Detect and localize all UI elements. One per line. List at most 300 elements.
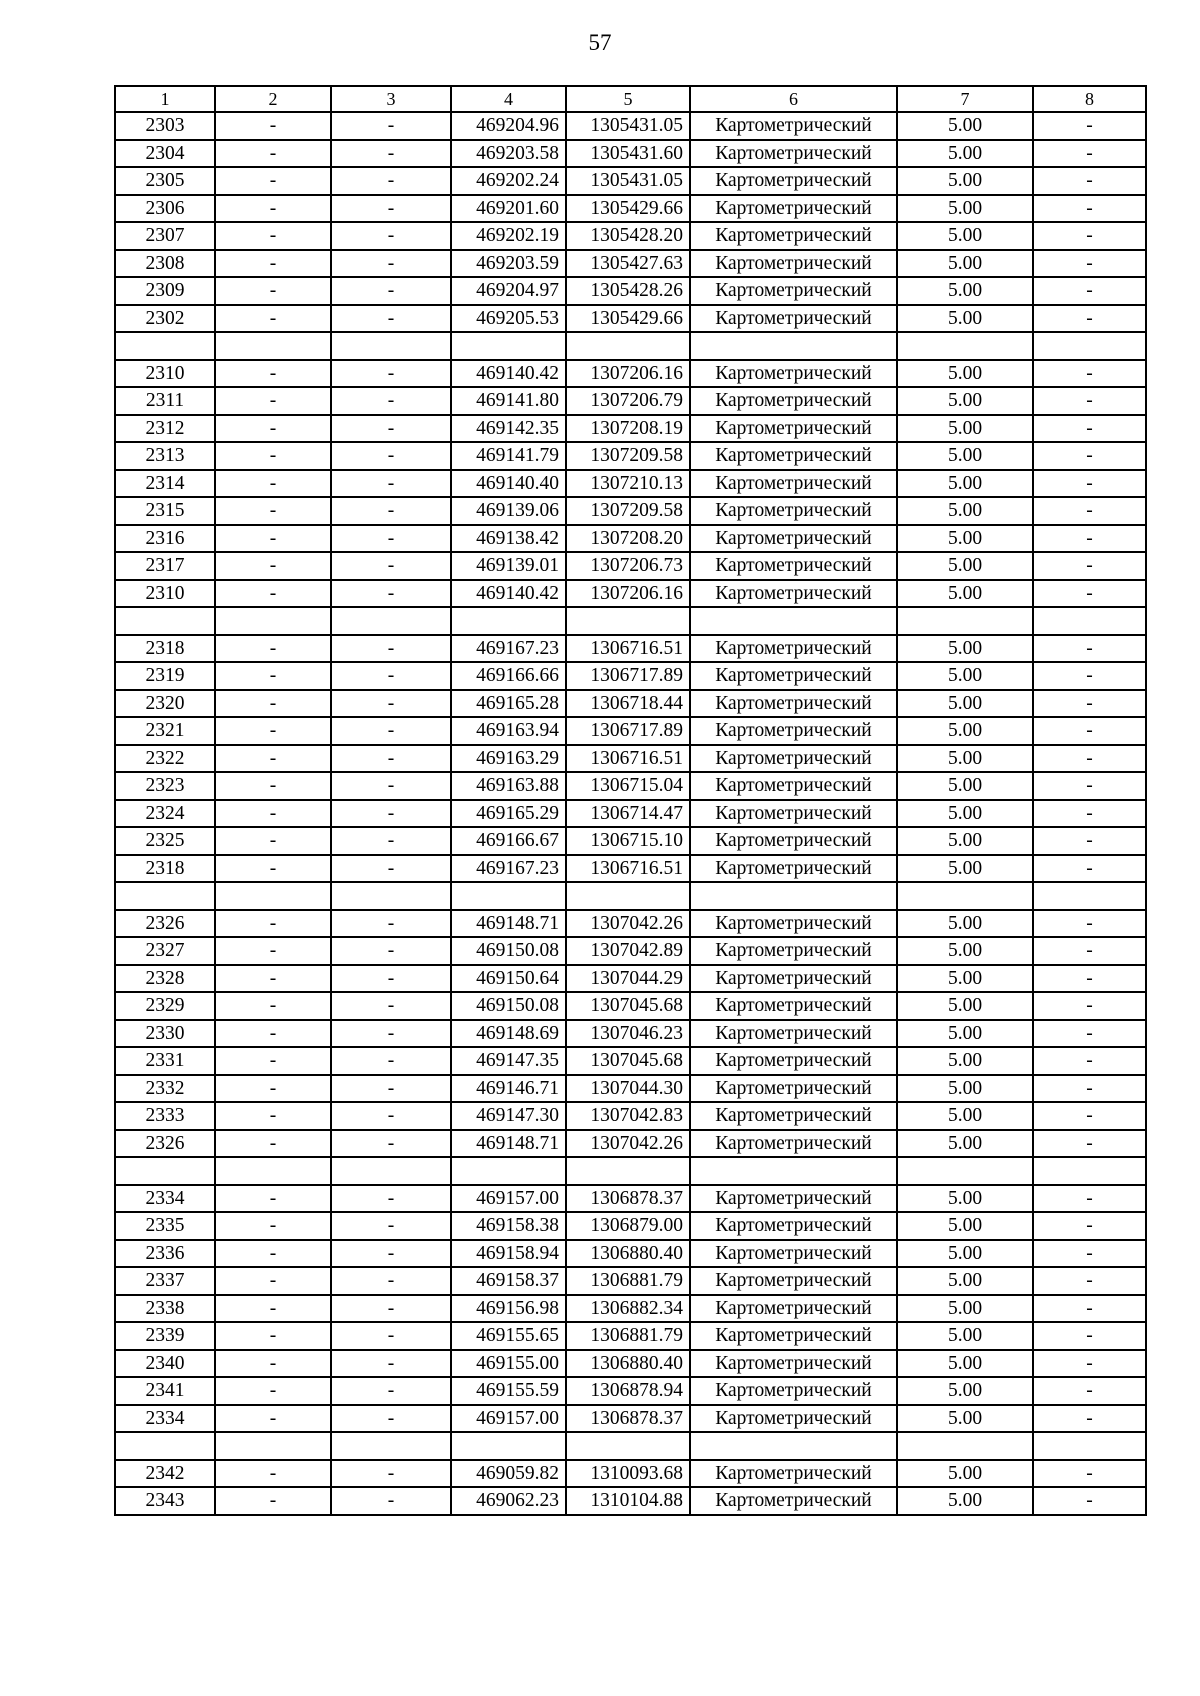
table-cell: - [331,662,451,690]
table-cell: - [1033,1377,1146,1405]
table-cell: 5.00 [897,552,1033,580]
table-cell: - [331,745,451,773]
table-cell: - [331,772,451,800]
table-cell: - [215,1377,331,1405]
table-cell: - [331,717,451,745]
table-cell: 1306881.79 [566,1322,690,1350]
table-row [115,1240,1146,1268]
table-cell: - [215,442,331,470]
table-cell: - [331,827,451,855]
table-cell: 1305428.20 [566,222,690,250]
table-cell: 1306880.40 [566,1240,690,1268]
table-row [115,937,1146,965]
table-cell: 1306881.79 [566,1267,690,1295]
table-cell: 469147.35 [451,1047,566,1075]
table-cell: Картометрический [690,1295,897,1323]
table-cell: - [215,580,331,608]
table-cell: Картометрический [690,167,897,195]
table-cell: - [215,937,331,965]
table-cell: 1306718.44 [566,690,690,718]
table-cell: 469148.71 [451,910,566,938]
table-cell: 5.00 [897,1377,1033,1405]
table-cell: Картометрический [690,360,897,388]
table-cell: - [331,1405,451,1433]
table-cell: - [331,277,451,305]
table-cell: 2308 [115,250,215,278]
table-cell: 5.00 [897,855,1033,883]
table-cell: - [215,167,331,195]
table-cell: - [331,1487,451,1515]
table-cell: 1305431.05 [566,167,690,195]
empty-cell [215,332,331,360]
table-cell: - [215,140,331,168]
table-cell: 469062.23 [451,1487,566,1515]
table-cell: 1307044.30 [566,1075,690,1103]
table-cell: Картометрический [690,1075,897,1103]
empty-cell [566,882,690,910]
table-cell: Картометрический [690,222,897,250]
table-cell: 2325 [115,827,215,855]
table-cell: Картометрический [690,552,897,580]
table-cell: 5.00 [897,580,1033,608]
table-cell: 1305431.05 [566,112,690,140]
table-cell: 5.00 [897,772,1033,800]
table-row [115,250,1146,278]
table-cell: 469148.71 [451,1130,566,1158]
table-cell: 1306716.51 [566,745,690,773]
table-cell: 2304 [115,140,215,168]
empty-cell [690,1157,897,1185]
table-cell: 2329 [115,992,215,1020]
table-cell: - [215,635,331,663]
table-cell: 5.00 [897,305,1033,333]
empty-cell [690,882,897,910]
table-cell: Картометрический [690,1130,897,1158]
table-cell: 1306880.40 [566,1350,690,1378]
table-cell: - [1033,1350,1146,1378]
table-cell: - [215,1047,331,1075]
empty-cell [1033,882,1146,910]
table-cell: 1310104.88 [566,1487,690,1515]
table-cell: 2310 [115,360,215,388]
table-cell: 1305429.66 [566,195,690,223]
table-cell: 2326 [115,1130,215,1158]
column-header: 4 [451,86,566,112]
table-cell: - [331,1212,451,1240]
table-row [115,360,1146,388]
table-cell: 5.00 [897,1460,1033,1488]
table-cell: - [1033,910,1146,938]
table-cell: - [1033,415,1146,443]
table-cell: Картометрический [690,1212,897,1240]
empty-cell [115,1157,215,1185]
table-cell: - [1033,827,1146,855]
table-cell: 2303 [115,112,215,140]
table-cell: - [331,910,451,938]
table-cell: 2327 [115,937,215,965]
table-cell: - [1033,195,1146,223]
table-cell: 2318 [115,635,215,663]
table-cell: 1307042.89 [566,937,690,965]
empty-cell [331,1157,451,1185]
empty-cell [566,1157,690,1185]
empty-cell [215,607,331,635]
table-cell: - [331,167,451,195]
table-cell: - [331,1240,451,1268]
table-cell: 2334 [115,1405,215,1433]
table-cell: - [331,360,451,388]
table-cell: 2313 [115,442,215,470]
table-cell: 469163.88 [451,772,566,800]
table-cell: 5.00 [897,1130,1033,1158]
table-cell: - [1033,305,1146,333]
table-row [115,167,1146,195]
empty-cell [215,1157,331,1185]
table-cell: 2341 [115,1377,215,1405]
table-cell: Картометрический [690,415,897,443]
table-cell: 5.00 [897,415,1033,443]
table-cell: - [215,772,331,800]
table-cell: 469166.66 [451,662,566,690]
table-cell: 469163.29 [451,745,566,773]
table-cell: 5.00 [897,745,1033,773]
table-row [115,690,1146,718]
table-cell: - [1033,1460,1146,1488]
table-cell: - [1033,1267,1146,1295]
table-cell: Картометрический [690,827,897,855]
table-cell: - [331,1295,451,1323]
empty-cell [331,1432,451,1460]
table-cell: - [1033,442,1146,470]
table-cell: - [215,1185,331,1213]
table-cell: 1306882.34 [566,1295,690,1323]
table-cell: Картометрический [690,772,897,800]
empty-cell [115,882,215,910]
table-cell: 1307046.23 [566,1020,690,1048]
table-cell: 469150.08 [451,937,566,965]
table-cell: 469150.08 [451,992,566,1020]
table-cell: 469204.96 [451,112,566,140]
table-cell: - [331,1020,451,1048]
table-row [115,800,1146,828]
table-cell: 5.00 [897,360,1033,388]
empty-cell [566,1432,690,1460]
table-cell: 1307206.73 [566,552,690,580]
table-row [115,745,1146,773]
table-row [115,1267,1146,1295]
table-cell: Картометрический [690,525,897,553]
empty-cell [1033,1432,1146,1460]
table-cell: 1307042.26 [566,1130,690,1158]
table-cell: 5.00 [897,690,1033,718]
table-cell: - [215,387,331,415]
table-row [115,635,1146,663]
table-cell: - [215,1102,331,1130]
table-cell: 469138.42 [451,525,566,553]
table-cell: - [331,580,451,608]
table-cell: Картометрический [690,1102,897,1130]
empty-cell [331,882,451,910]
table-cell: Картометрический [690,717,897,745]
table-cell: - [215,800,331,828]
table-cell: 1306878.94 [566,1377,690,1405]
table-cell: Картометрический [690,497,897,525]
table-cell: 2317 [115,552,215,580]
table-cell: 5.00 [897,910,1033,938]
table-cell: 1307209.58 [566,442,690,470]
table-row [115,855,1146,883]
table-cell: 2324 [115,800,215,828]
table-row [115,1075,1146,1103]
empty-cell [897,1432,1033,1460]
table-cell: 5.00 [897,1240,1033,1268]
table-cell: 2315 [115,497,215,525]
table-cell: 469155.65 [451,1322,566,1350]
table-cell: 469163.94 [451,717,566,745]
table-cell: 2332 [115,1075,215,1103]
table-cell: 2336 [115,1240,215,1268]
table-cell: - [215,1267,331,1295]
empty-cell [566,332,690,360]
table-cell: Картометрический [690,1240,897,1268]
table-cell: Картометрический [690,250,897,278]
table-cell: - [331,1322,451,1350]
table-cell: 2307 [115,222,215,250]
table-cell: - [331,525,451,553]
empty-cell [451,1157,566,1185]
table-cell: - [331,855,451,883]
table-cell: 2328 [115,965,215,993]
empty-cell [115,332,215,360]
table-cell: 5.00 [897,1185,1033,1213]
table-cell: 2331 [115,1047,215,1075]
table-cell: - [1033,1240,1146,1268]
table-cell: 469166.67 [451,827,566,855]
table-cell: 1306879.00 [566,1212,690,1240]
table-cell: Картометрический [690,800,897,828]
table-body [115,112,1146,1515]
empty-cell [1033,332,1146,360]
table-cell: 2309 [115,277,215,305]
table-cell: 469140.42 [451,580,566,608]
table-cell: - [215,1240,331,1268]
table-cell: - [1033,635,1146,663]
table-cell: 469155.00 [451,1350,566,1378]
table-row [115,1405,1146,1433]
table-cell: 5.00 [897,497,1033,525]
table-cell: 5.00 [897,195,1033,223]
table-cell: - [1033,525,1146,553]
table-row [115,827,1146,855]
table-row [115,442,1146,470]
table-cell: - [1033,580,1146,608]
table-cell: - [215,910,331,938]
table-separator-row [115,882,1146,910]
table-cell: - [1033,222,1146,250]
table-cell: 469203.59 [451,250,566,278]
table-cell: - [331,222,451,250]
table-cell: - [331,690,451,718]
table-header-row [115,86,1146,112]
table-cell: - [1033,277,1146,305]
table-cell: Картометрический [690,1322,897,1350]
table-cell: - [215,717,331,745]
table-cell: 1305428.26 [566,277,690,305]
empty-cell [215,882,331,910]
table-cell: - [215,1350,331,1378]
table-cell: - [215,1487,331,1515]
table-cell: - [1033,965,1146,993]
table-cell: 5.00 [897,937,1033,965]
table-cell: 1306715.04 [566,772,690,800]
table-cell: - [331,415,451,443]
table-cell: - [215,1295,331,1323]
table-cell: - [1033,1020,1146,1048]
table-cell: Картометрический [690,1185,897,1213]
table-cell: 5.00 [897,250,1033,278]
table-cell: 469157.00 [451,1405,566,1433]
table-cell: 469158.94 [451,1240,566,1268]
empty-cell [1033,1157,1146,1185]
table-cell: Картометрический [690,580,897,608]
table-cell: 469167.23 [451,635,566,663]
table-cell: - [331,1047,451,1075]
table-cell: 2319 [115,662,215,690]
table-cell: 469059.82 [451,1460,566,1488]
table-cell: - [1033,1322,1146,1350]
table-cell: 2314 [115,470,215,498]
table-cell: 1306878.37 [566,1405,690,1433]
column-header: 7 [897,86,1033,112]
table-row [115,140,1146,168]
table-row [115,772,1146,800]
table-row [115,965,1146,993]
table-cell: - [1033,250,1146,278]
table-cell: - [331,497,451,525]
table-cell: - [331,112,451,140]
table-cell: - [1033,855,1146,883]
table-row [115,1322,1146,1350]
table-cell: 5.00 [897,1075,1033,1103]
table-cell: - [215,1322,331,1350]
table-cell: - [215,690,331,718]
table-cell: 1307045.68 [566,992,690,1020]
table-cell: - [1033,800,1146,828]
table-cell: - [1033,1405,1146,1433]
empty-cell [115,607,215,635]
table-cell: Картометрический [690,112,897,140]
table-cell: - [215,992,331,1020]
table-cell: - [331,305,451,333]
table-cell: 469141.80 [451,387,566,415]
table-cell: - [215,1130,331,1158]
table-cell: - [215,305,331,333]
table-cell: 1307206.16 [566,580,690,608]
table-cell: - [331,800,451,828]
table-cell: - [215,827,331,855]
table-cell: 5.00 [897,965,1033,993]
table-row [115,277,1146,305]
empty-cell [331,607,451,635]
table-cell: 1306717.89 [566,717,690,745]
table-cell: 5.00 [897,222,1033,250]
table-cell: - [1033,470,1146,498]
table-row [115,1047,1146,1075]
empty-cell [897,882,1033,910]
table-cell: 2316 [115,525,215,553]
empty-cell [451,332,566,360]
table-cell: - [215,250,331,278]
table-cell: 5.00 [897,1020,1033,1048]
table-row [115,415,1146,443]
table-row [115,525,1146,553]
empty-cell [897,1157,1033,1185]
table-cell: 469150.64 [451,965,566,993]
table-cell: 5.00 [897,387,1033,415]
table-cell: 469202.24 [451,167,566,195]
table-cell: - [331,635,451,663]
table-cell: - [1033,772,1146,800]
table-cell: 1307044.29 [566,965,690,993]
table-row [115,1460,1146,1488]
table-row [115,387,1146,415]
table-cell: Картометрический [690,965,897,993]
table-cell: 469202.19 [451,222,566,250]
table-cell: 1307208.20 [566,525,690,553]
table-cell: - [215,1405,331,1433]
table-cell: 2333 [115,1102,215,1130]
table-cell: 1307042.26 [566,910,690,938]
table-row [115,662,1146,690]
table-cell: - [215,552,331,580]
table-cell: - [331,1377,451,1405]
table-cell: 2318 [115,855,215,883]
table-cell: - [1033,140,1146,168]
table-cell: - [215,525,331,553]
table-cell: 1307206.16 [566,360,690,388]
coordinates-table [114,85,1147,1516]
table-cell: 5.00 [897,662,1033,690]
table-cell: Картометрический [690,470,897,498]
table-cell: 5.00 [897,800,1033,828]
table-cell: - [1033,1487,1146,1515]
table-cell: 5.00 [897,525,1033,553]
table-cell: Картометрический [690,1487,897,1515]
table-cell: - [1033,497,1146,525]
table-cell: 5.00 [897,1212,1033,1240]
table-cell: - [331,965,451,993]
table-cell: Картометрический [690,1350,897,1378]
table-cell: 1307209.58 [566,497,690,525]
empty-cell [451,882,566,910]
table-cell: 1305431.60 [566,140,690,168]
table-cell: 2321 [115,717,215,745]
table-row [115,112,1146,140]
table-row [115,305,1146,333]
table-cell: Картометрический [690,745,897,773]
table-cell: Картометрический [690,387,897,415]
table-row [115,1130,1146,1158]
table-row [115,1185,1146,1213]
table-cell: 469139.01 [451,552,566,580]
empty-cell [690,607,897,635]
table-row [115,1377,1146,1405]
table-cell: - [331,442,451,470]
table-cell: - [215,855,331,883]
table-cell: 5.00 [897,1295,1033,1323]
page-number: 57 [588,30,612,55]
table-cell: 1307208.19 [566,415,690,443]
